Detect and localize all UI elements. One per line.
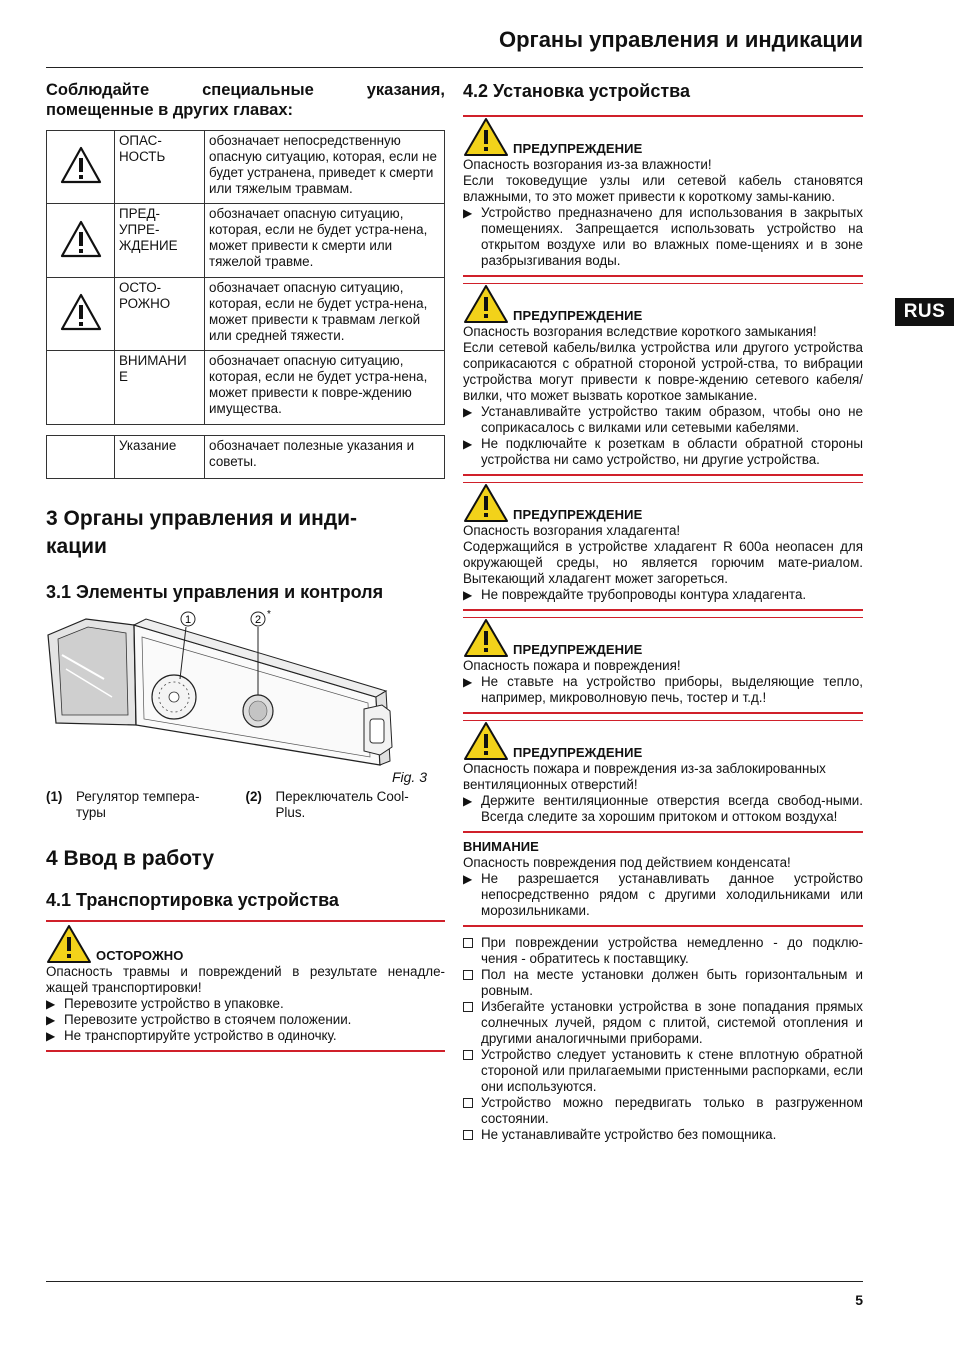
signal-words-table [46, 130, 445, 425]
bullet-arrow-icon: ▶ [46, 997, 56, 1011]
warning-triangle-icon [463, 117, 509, 157]
checkbox-icon [463, 1050, 473, 1060]
icon-cell [47, 278, 115, 351]
caution-label: ОСТОРОЖНО [96, 948, 184, 963]
warning-triangle-icon [463, 483, 509, 523]
warning-body: Содержащийся в устройстве хладагент R 600a неопасен для окружающей среды, но является горючим мате-риалом. Вытекающий хладагент может загореться. [463, 539, 863, 586]
warning-label: ПРЕДУПРЕЖДЕНИЕ [513, 642, 643, 657]
divider [46, 920, 445, 922]
right-column [463, 80, 863, 1144]
divider [463, 609, 863, 611]
warning-lead: Опасность пожара и повреждения! [463, 658, 681, 673]
table-row [47, 204, 445, 278]
icon-cell [47, 351, 115, 425]
list-item: Пол на месте установки должен быть горизонтальным и ровным. [463, 967, 863, 999]
signal-description: обозначает опасную ситуацию, которая, если не будет устра-нена, может привести к смерти или тяжелой травме. [205, 204, 445, 278]
bullet-arrow-icon: ▶ [463, 405, 473, 419]
table-row [47, 351, 445, 425]
warning-header [463, 483, 863, 523]
list-item: Не устанавливайте устройство без помощника. [463, 1127, 863, 1144]
list-item: Устройство следует установить к стене вплотную обратной стороной или прилагаемыми пристенными распорками, если они используются. [463, 1047, 863, 1095]
figure-caption: Fig. 3 [391, 769, 427, 785]
warning-lead: Опасность возгорания из-за влажности! [463, 157, 712, 172]
section-3-1-title: 3.1 Элементы управления и контроля [46, 582, 384, 602]
bullet-arrow-icon: ▶ [463, 206, 473, 220]
bullet-arrow-icon: ▶ [46, 1029, 56, 1043]
caution-header [46, 924, 445, 964]
divider [463, 712, 863, 714]
callout-1-label: 1 [184, 614, 192, 626]
signal-level: ВНИМАНИ Е [115, 351, 205, 425]
list-item: ▶ Перевозите устройство в стоячем положении. [46, 1012, 352, 1027]
legend-item [246, 789, 446, 821]
list-item: Устройство можно передвигать только в разгруженном состоянии. [463, 1095, 863, 1127]
list-item: ▶ Не подключайте к розеткам в области обратной стороны устройства ни само устройство, ни другие устройства. [463, 436, 863, 467]
language-tab: RUS [895, 298, 954, 326]
checkbox-icon [463, 970, 473, 980]
list-item: ▶ Не разрешается устанавливать данное устройство непосредственно рядом с другими холодильниками или морозильниками. [463, 871, 863, 918]
notice-heading: Соблюдайте специальные указания, помещенные в других главах: [46, 81, 445, 119]
warning-triangle-icon [60, 220, 102, 258]
signal-description: обозначает полезные указания и советы. [205, 436, 445, 479]
signal-level: ОСТО- РОЖНО [115, 278, 205, 351]
page-header [46, 27, 863, 68]
warning-triangle-icon [60, 146, 102, 184]
warning-triangle-icon [463, 721, 509, 761]
warning-lead: Опасность пожара и повреждения из-за заблокированных вентиляционных отверстий! [463, 761, 826, 792]
signal-level: Указание [115, 436, 205, 479]
legend-text: Переключатель Cool- Plus. [275, 789, 409, 820]
section-4-1-title: 4.1 Транспортировка устройства [46, 890, 339, 910]
attention-lead: Опасность повреждения под действием конденсата! [463, 855, 791, 870]
installation-checklist [463, 935, 863, 1144]
list-item: ▶ Перевозите устройство в упаковке. [46, 996, 284, 1011]
warning-lead: Опасность возгорания хладагента! [463, 523, 681, 538]
callout-2-label: 2 [254, 614, 262, 626]
warning-header [463, 721, 863, 761]
divider [463, 275, 863, 277]
warning-triangle-icon [60, 293, 102, 331]
hint-table [46, 435, 445, 479]
legend-number: (2) [245, 789, 262, 804]
signal-level: ПРЕД- УПРЕ- ЖДЕНИЕ [115, 204, 205, 278]
section-4-title: 4 Ввод в работу [46, 847, 215, 870]
bullet-arrow-icon: ▶ [463, 872, 473, 886]
divider [463, 474, 863, 476]
bullet-arrow-icon: ▶ [463, 437, 473, 451]
warning-lead: Опасность возгорания вследствие короткого замыкания! [463, 324, 817, 339]
warning-triangle-icon [463, 284, 509, 324]
icon-cell [47, 131, 115, 204]
list-item: ▶ Устанавливайте устройство таким образом, чтобы оно не соприкасалось с вилками или сетевыми кабелями. [463, 404, 863, 435]
bullet-arrow-icon: ▶ [463, 675, 473, 689]
warning-header [463, 284, 863, 324]
table-row [47, 436, 445, 479]
warning-label: ПРЕДУПРЕЖДЕНИЕ [513, 745, 643, 760]
warning-triangle-icon [46, 924, 92, 964]
divider [46, 1050, 445, 1052]
divider [463, 831, 863, 833]
icon-cell [47, 204, 115, 278]
list-item: ▶ Не ставьте на устройство приборы, выделяющие тепло, например, микроволновую печь, тостер и т.д.! [463, 674, 863, 705]
warning-header [463, 618, 863, 658]
left-column [46, 80, 445, 1052]
page-number: 5 [855, 1292, 863, 1308]
checkbox-icon [463, 1130, 473, 1140]
table-row [47, 131, 445, 204]
callout-2-asterisk: * [267, 609, 271, 620]
warning-body: Если сетевой кабель/вилка устройства или другого устройства соприкасаются с обратной стороной устрой-ства, то вибрации устройства могут привести к повре-ждению сетевого кабеля/вилки, что может вызвать короткое замыкание. [463, 340, 863, 403]
caution-lead: Опасность травмы и повреждений в результате ненадле-жащей транспортировки! [46, 964, 445, 995]
icon-cell [47, 436, 115, 479]
figure-legend [46, 789, 445, 821]
section-3-title: 3 Органы управления и инди- кации [46, 507, 358, 558]
legend-item [46, 789, 246, 821]
warning-triangle-icon [463, 618, 509, 658]
control-panel-illustration [46, 609, 445, 787]
warning-header [463, 117, 863, 157]
signal-description: обозначает опасную ситуацию, которая, если не будет устра-нена, может привести к травмам легкой или средней тяжести. [205, 278, 445, 351]
signal-level: ОПАС- НОСТЬ [115, 131, 205, 204]
figure-3 [46, 609, 445, 787]
warning-body: Если токоведущие узлы или сетевой кабель становятся влажными, то это может привести к короткому замы-канию. [463, 173, 863, 204]
list-item: ▶ Не транспортируйте устройство в одиночку. [46, 1028, 337, 1043]
page-footer [46, 1281, 863, 1308]
signal-description: обозначает непосредственную опасную ситуацию, которая, если не будет устранена, приведет к смерти или тяжелым травмам. [205, 131, 445, 204]
attention-label: ВНИМАНИЕ [463, 839, 539, 854]
list-item: ▶ Устройство предназначено для использования в закрытых помещениях. Запрещается использовать устройство на открытом воздухе или во влажных поме-щениях и в зоне разбрызгивания воды. [463, 205, 863, 268]
list-item: При повреждении устройства немедленно - до подклю-чения - обратитесь к поставщику. [463, 935, 863, 967]
checkbox-icon [463, 938, 473, 948]
legend-number: (1) [46, 789, 63, 804]
list-item: ▶ Не повреждайте трубопроводы контура хладагента. [463, 587, 807, 602]
warning-label: ПРЕДУПРЕЖДЕНИЕ [513, 308, 643, 323]
warning-label: ПРЕДУПРЕЖДЕНИЕ [513, 507, 643, 522]
page-title: Органы управления и индикации [498, 27, 863, 52]
checkbox-icon [463, 1098, 473, 1108]
bullet-arrow-icon: ▶ [463, 794, 473, 808]
table-row [47, 278, 445, 351]
checkbox-icon [463, 1002, 473, 1012]
legend-text: Регулятор темпера- туры [76, 789, 200, 820]
bullet-arrow-icon: ▶ [46, 1013, 56, 1027]
list-item: ▶ Держите вентиляционные отверстия всегда свобод-ными. Всегда следите за хорошим притоком и оттоком воздуха! [463, 793, 863, 824]
warning-label: ПРЕДУПРЕЖДЕНИЕ [513, 141, 643, 156]
signal-description: обозначает опасную ситуацию, которая, если не будет устра-нена, может привести к повре-ждению имущества. [205, 351, 445, 425]
list-item: Избегайте установки устройства в зоне попадания прямых солнечных лучей, рядом с плитой, системой отопления и другими аналогичными приборами. [463, 999, 863, 1047]
section-4-2-title: 4.2 Установка устройства [463, 81, 690, 101]
bullet-arrow-icon: ▶ [463, 588, 473, 602]
divider [463, 925, 863, 927]
